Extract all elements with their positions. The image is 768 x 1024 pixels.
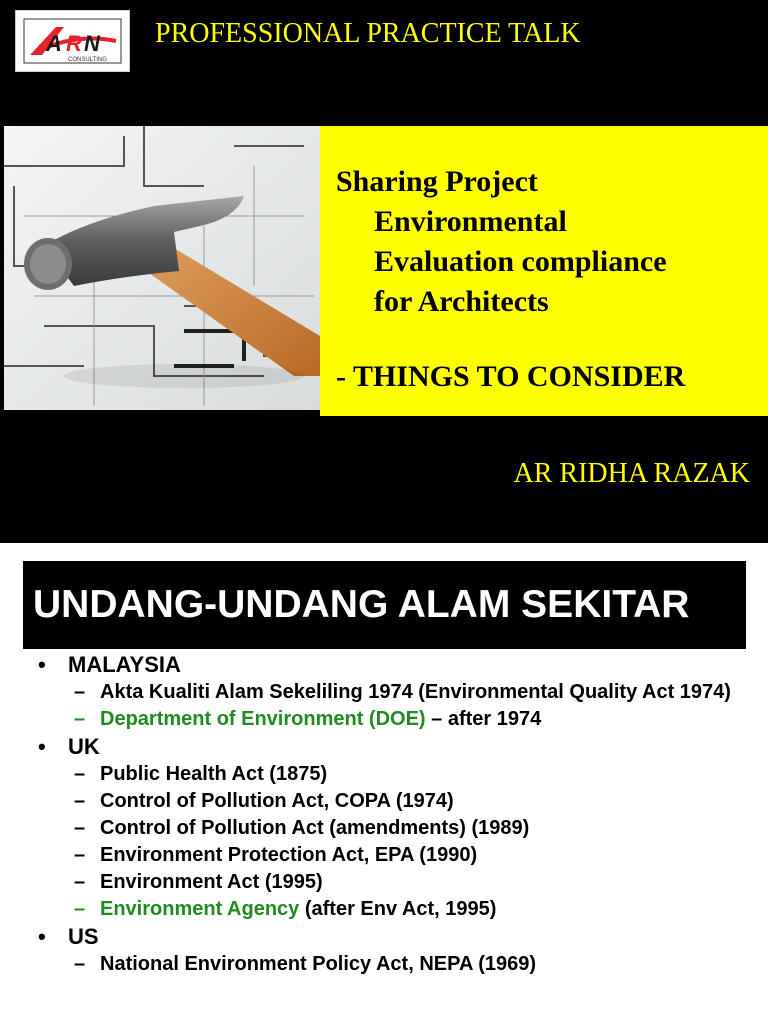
item-text: (after Env Act, 1995) [299, 898, 497, 920]
subtitle-line: Environmental [374, 205, 567, 238]
dash-icon: – [74, 708, 86, 730]
slide-heading: UNDANG-UNDANG ALAM SEKITAR [23, 561, 746, 649]
hammer-on-blueprint-image [4, 126, 320, 410]
dash-icon: – [74, 871, 86, 893]
list-item [0, 951, 768, 978]
svg-text:A: A [46, 31, 62, 56]
item-text: Control of Pollution Act (amendments) (1989) [100, 817, 530, 839]
bullet-icon: • [38, 734, 46, 759]
arn-consulting-logo [15, 10, 130, 72]
dash-icon: – [74, 817, 86, 839]
list-item [0, 815, 768, 842]
item-text: Control of Pollution Act, COPA (1974) [100, 790, 454, 812]
subtitle-panel [320, 126, 768, 416]
list-item [0, 869, 768, 896]
dash-icon: – [74, 953, 86, 975]
malaysia-items [0, 679, 768, 733]
dash-icon: – [74, 844, 86, 866]
country-label: US [68, 924, 99, 949]
list-item [0, 788, 768, 815]
item-text: – after 1974 [425, 708, 542, 730]
item-text: Public Health Act (1875) [100, 763, 328, 785]
highlighted-text: Department of Environment (DOE) [100, 708, 426, 730]
svg-text:R: R [66, 31, 82, 56]
svg-text:N: N [84, 31, 100, 56]
subtitle-line: Sharing Project [336, 165, 538, 198]
item-text: Environment Act (1995) [100, 871, 323, 893]
legislation-list [0, 651, 768, 978]
country-bullet-us [0, 923, 768, 951]
dash-icon: – [74, 898, 86, 920]
svg-text:CONSULTING: CONSULTING [68, 57, 107, 63]
list-item [0, 679, 768, 706]
list-item [0, 842, 768, 869]
item-text: Environment Protection Act, EPA (1990) [100, 844, 478, 866]
dash-icon: – [74, 790, 86, 812]
bullet-icon: • [38, 924, 46, 949]
us-items [0, 951, 768, 978]
dash-icon: – [74, 681, 86, 703]
bullet-icon: • [38, 652, 46, 677]
dash-icon: – [74, 763, 86, 785]
highlighted-text: Environment Agency [100, 898, 300, 920]
list-item [0, 706, 768, 733]
presentation-title: PROFESSIONAL PRACTICE TALK [155, 18, 581, 49]
list-item [0, 896, 768, 923]
country-bullet-uk [0, 733, 768, 761]
subtitle-text [336, 162, 667, 322]
subtitle-things-to-consider: - THINGS TO CONSIDER [336, 360, 686, 393]
author-name: AR RIDHA RAZAK [513, 458, 750, 489]
list-item [0, 761, 768, 788]
uk-items [0, 761, 768, 923]
country-bullet-malaysia [0, 651, 768, 679]
subtitle-line: Evaluation compliance [374, 245, 667, 278]
country-label: UK [68, 734, 100, 759]
subtitle-line: for Architects [374, 285, 549, 318]
country-label: MALAYSIA [68, 652, 181, 677]
item-text: Akta Kualiti Alam Sekeliling 1974 (Environmental Quality Act 1974) [100, 681, 731, 703]
item-text: National Environment Policy Act, NEPA (1969) [100, 953, 537, 975]
legislation-slide [0, 543, 768, 1024]
